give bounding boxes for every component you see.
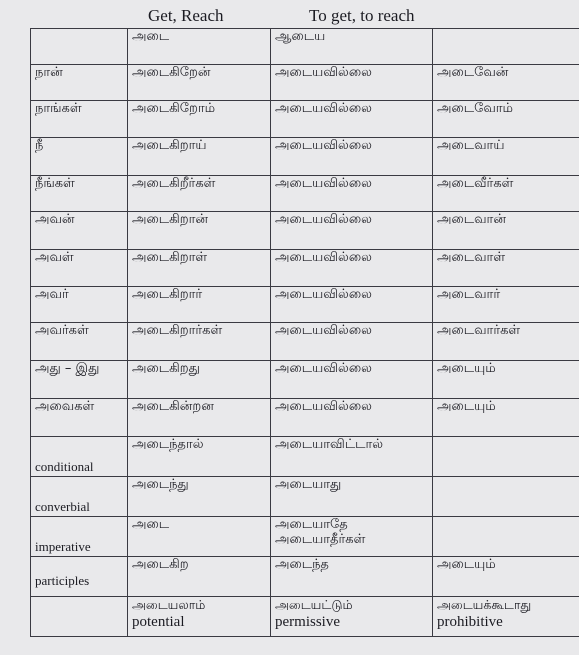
negative-form: ஆடைய: [271, 29, 433, 65]
future-form: [433, 477, 579, 517]
table-row: [31, 437, 579, 477]
negative-form: அடையவில்லை: [271, 287, 433, 323]
pronoun-label: நான்: [31, 65, 128, 101]
form-label: [31, 477, 128, 517]
pronoun-label: அவர்கள்: [31, 323, 128, 361]
present-form: அடைகிறாள்: [128, 250, 271, 287]
table-row: [31, 212, 579, 250]
present-form: அடை: [128, 29, 271, 65]
table-row: [31, 29, 579, 65]
table-row: [31, 250, 579, 287]
future-form: அடைவாய்: [433, 138, 579, 176]
negative-form: அடையவில்லை: [271, 65, 433, 101]
table-row: [31, 597, 579, 637]
conjugation-table: [30, 28, 579, 637]
table-row: [31, 399, 579, 437]
present-form: அடைகிறோம்: [128, 101, 271, 138]
potential-label: potential: [132, 614, 185, 630]
present-form: அடைகிறான்: [128, 212, 271, 250]
negative-form: அடையவில்லை: [271, 212, 433, 250]
negative-form: அடையவில்லை: [271, 399, 433, 437]
present-form: அடைகிறேன்: [128, 65, 271, 101]
table-row: [31, 176, 579, 212]
table-row: [31, 287, 579, 323]
negative-form: அடையவில்லை: [271, 361, 433, 399]
negative-form: அடையவில்லை: [271, 323, 433, 361]
future-form: [433, 29, 579, 65]
row-label: [31, 597, 128, 637]
future-form: அடைவார்: [433, 287, 579, 323]
header-get-reach: Get, Reach: [148, 6, 224, 25]
present-form: அடைகிறீர்கள்: [128, 176, 271, 212]
present-form: அடைகிறார்கள்: [128, 323, 271, 361]
table-row: [31, 65, 579, 101]
pronoun-label: அவர்: [31, 287, 128, 323]
converbial-label: converbial: [35, 499, 90, 514]
table-header: [0, 6, 579, 28]
table-row: [31, 138, 579, 176]
table-row: [31, 557, 579, 597]
future-form: அடையும்: [433, 399, 579, 437]
potential-form: அடையலாம்: [132, 597, 206, 612]
future-form: அடைவார்கள்: [433, 323, 579, 361]
form-label: [31, 437, 128, 477]
permissive-form: அடையட்டும்: [275, 597, 353, 612]
table-row: [31, 477, 579, 517]
present-form: அடைகின்றன: [128, 399, 271, 437]
pronoun-label: நாங்கள்: [31, 101, 128, 138]
future-form: அடைவேன்: [433, 65, 579, 101]
negative-form: அடையவில்லை: [271, 176, 433, 212]
pronoun-label: நீங்கள்: [31, 176, 128, 212]
negative-form-plural: அடையாதீர்கள்: [275, 532, 366, 547]
future-form: அடைவீர்கள்: [433, 176, 579, 212]
permissive-label: permissive: [275, 614, 340, 630]
future-form: அடைவான்: [433, 212, 579, 250]
negative-form: அடையாவிட்டால்: [271, 437, 433, 477]
negative-form-singular: அடையாதே: [275, 517, 348, 532]
future-form: [433, 437, 579, 477]
future-form: [433, 517, 579, 557]
table-row: [31, 323, 579, 361]
present-form: அடைந்தால்: [128, 437, 271, 477]
negative-form: [271, 517, 433, 557]
permissive-cell: [271, 597, 433, 637]
present-form: அடைகிறார்: [128, 287, 271, 323]
future-form: அடையும்: [433, 557, 579, 597]
present-form: அடைகிறது: [128, 361, 271, 399]
present-form: அடைகிறாய்: [128, 138, 271, 176]
pronoun-label: நீ: [31, 138, 128, 176]
form-label: [31, 517, 128, 557]
negative-form: அடையவில்லை: [271, 101, 433, 138]
negative-form: அடையவில்லை: [271, 138, 433, 176]
future-form: அடைவோம்: [433, 101, 579, 138]
prohibitive-cell: [433, 597, 579, 637]
table-row: [31, 101, 579, 138]
future-form: அடையும்: [433, 361, 579, 399]
table-row: [31, 361, 579, 399]
present-form: அடைகிற: [128, 557, 271, 597]
imperative-label: imperative: [35, 539, 91, 554]
potential-cell: [128, 597, 271, 637]
form-label: [31, 557, 128, 597]
negative-form: அடைந்த: [271, 557, 433, 597]
conditional-label: conditional: [35, 459, 94, 474]
participles-label: participles: [35, 573, 90, 588]
pronoun-label: அவைகள்: [31, 399, 128, 437]
header-to-get-to-reach: To get, to reach: [309, 6, 415, 25]
pronoun-label: அவன்: [31, 212, 128, 250]
table-row: [31, 517, 579, 557]
present-form: அடை: [128, 517, 271, 557]
future-form: அடைவாள்: [433, 250, 579, 287]
prohibitive-form: அடையக்கூடாது: [437, 597, 532, 612]
negative-form: அடையவில்லை: [271, 250, 433, 287]
row-label: [31, 29, 128, 65]
prohibitive-label: prohibitive: [437, 614, 503, 630]
present-form: அடைந்து: [128, 477, 271, 517]
pronoun-label: அவள்: [31, 250, 128, 287]
pronoun-label: அது – இது: [31, 361, 128, 399]
negative-form: அடையாது: [271, 477, 433, 517]
